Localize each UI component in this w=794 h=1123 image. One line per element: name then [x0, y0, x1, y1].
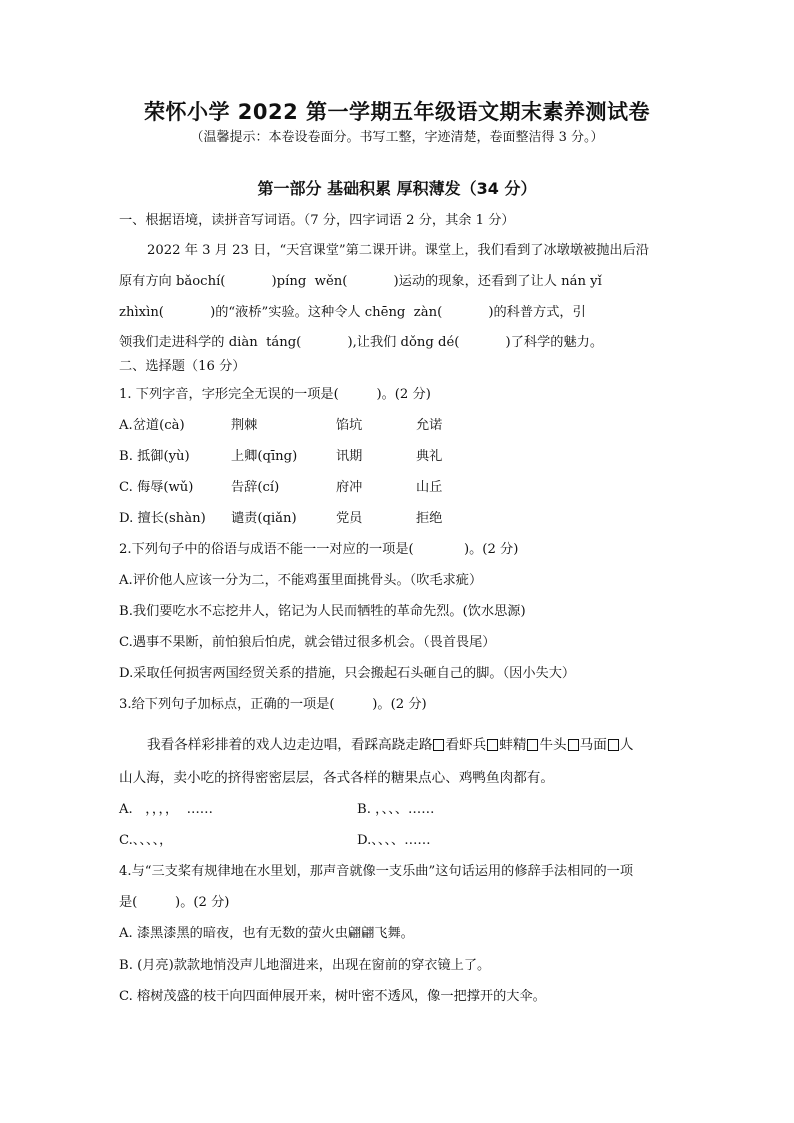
- q1-line: zhìxìn( )的“液桥”实验。这种令人 chēng zàn( )的科普方式，引: [119, 305, 586, 320]
- q2-1-option-c: C. 侮辱(wǔ): [119, 480, 194, 495]
- q2-2-option-a: A.评价他人应该一分为二，不能鸡蛋里面挑骨头。（吹毛求疵）: [119, 573, 483, 588]
- q2-3-stem: 3.给下列句子加标点，正确的一项是( )。(2 分): [119, 697, 427, 712]
- q2-1-option-word: 允诺: [416, 418, 443, 433]
- part-one-title: 第一部分 基础积累 厚积薄发（34 分）: [257, 179, 537, 198]
- passage-text: 看虾兵: [445, 737, 487, 753]
- q2-3-passage: [147, 733, 633, 753]
- q2-1-option-word: 山丘: [416, 480, 443, 495]
- q2-4-option-a: A. 漆黑漆黑的暗夜，也有无数的萤火虫翩翩飞舞。: [119, 926, 414, 941]
- q2-1-option-word: 党员: [336, 511, 363, 526]
- blank-box: [433, 739, 444, 751]
- q2-2-option-c: C.遇事不果断，前怕狼后怕虎，就会错过很多机会。（畏首畏尾）: [119, 635, 496, 650]
- blank-box: [608, 739, 619, 751]
- exam-title: 荣怀小学 2022 第一学期五年级语文期末素养测试卷: [143, 100, 651, 124]
- q2-1-option-word: 馅坑: [336, 418, 363, 433]
- q2-3-option-c: C.、、、、，: [119, 833, 173, 848]
- passage-text: 牛头: [539, 737, 567, 753]
- q1-line: 2022 年 3 月 23 日，“天宫课堂”第二课开讲。课堂上，我们看到了冰墩墩被抛出后沿: [147, 243, 649, 258]
- q2-1-option-word: 荆棘: [231, 418, 258, 433]
- q2-1-option-word: 上卿(qīng): [231, 449, 298, 464]
- q2-1-option-word: 府冲: [336, 480, 363, 495]
- passage-text: 蚌精: [499, 737, 527, 753]
- q2-1-option-d: D. 擅长(shàn): [119, 511, 206, 526]
- q2-2-option-d: D.采取任何损害两国经贸关系的措施，只会搬起石头砸自己的脚。（因小失大）: [119, 666, 576, 681]
- passage-text: 人: [619, 737, 634, 753]
- q2-1-option-b: B. 抵御(yù): [119, 449, 190, 464]
- q2-3-passage: 山人海，卖小吃的挤得密密层层，各式各样的糖果点心、鸡鸭鱼肉都有。: [119, 770, 554, 786]
- q2-1-option-word: 典礼: [416, 449, 443, 464]
- q2-1-option-word: 讯期: [336, 449, 363, 464]
- exam-tip: （温馨提示：本卷设卷面分。书写工整，字迹清楚，卷面整洁得 3 分。）: [190, 130, 604, 145]
- q2-1-option-word: 告辞(cí): [231, 480, 280, 495]
- q1-line: 原有方向 bǎochí( )píng wěn( )运动的现象，还看到了让人 nán yǐ: [119, 274, 602, 289]
- q2-4-stem: 4.与“三支桨有规律地在水里划，那声音就像一支乐曲”这句话运用的修辞手法相同的一项: [119, 864, 633, 879]
- q2-1-option-word: 拒绝: [416, 511, 443, 526]
- q2-1-option-a: A.岔道(cà): [119, 418, 185, 433]
- q2-3-option-a: A. ，，，， ……: [119, 802, 213, 817]
- q2-3-option-d: D.、、、、……: [357, 833, 431, 848]
- q2-1-stem: 1. 下列字音，字形完全无误的一项是( )。(2 分): [119, 387, 431, 402]
- q2-1-option-word: 谴责(qiǎn): [231, 511, 297, 526]
- q2-heading: 二、选择题（16 分）: [119, 359, 246, 374]
- q2-4-option-c: C. 榕树茂盛的枝干向四面伸展开来，树叶密不透风，像一把撑开的大伞。: [119, 989, 546, 1004]
- blank-box: [527, 739, 538, 751]
- q2-2-option-b: B.我们要吃水不忘挖井人，铭记为人民而牺牲的革命先烈。(饮水思源): [119, 604, 526, 619]
- passage-text: 我看各样彩排着的戏人边走边唱，看踩高跷走路: [147, 737, 433, 753]
- blank-box: [568, 739, 579, 751]
- q1-line: 领我们走进科学的 diàn táng( ),让我们 dǒng dé( )了科学的魅力。: [119, 335, 604, 350]
- passage-text: 马面: [579, 737, 607, 753]
- q2-4-option-b: B. (月亮)款款地悄没声儿地溜进来，出现在窗前的穿衣镜上了。: [119, 958, 491, 973]
- q1-heading: 一、根据语境，读拼音写词语。（7 分，四字词语 2 分，其余 1 分）: [119, 213, 515, 228]
- q2-2-stem: 2.下列句子中的俗语与成语不能一一对应的一项是( )。(2 分): [119, 542, 519, 557]
- blank-box: [487, 739, 498, 751]
- q2-4-stem: 是( )。(2 分): [119, 895, 230, 910]
- q2-3-option-b: B. ，、、、……: [357, 802, 435, 817]
